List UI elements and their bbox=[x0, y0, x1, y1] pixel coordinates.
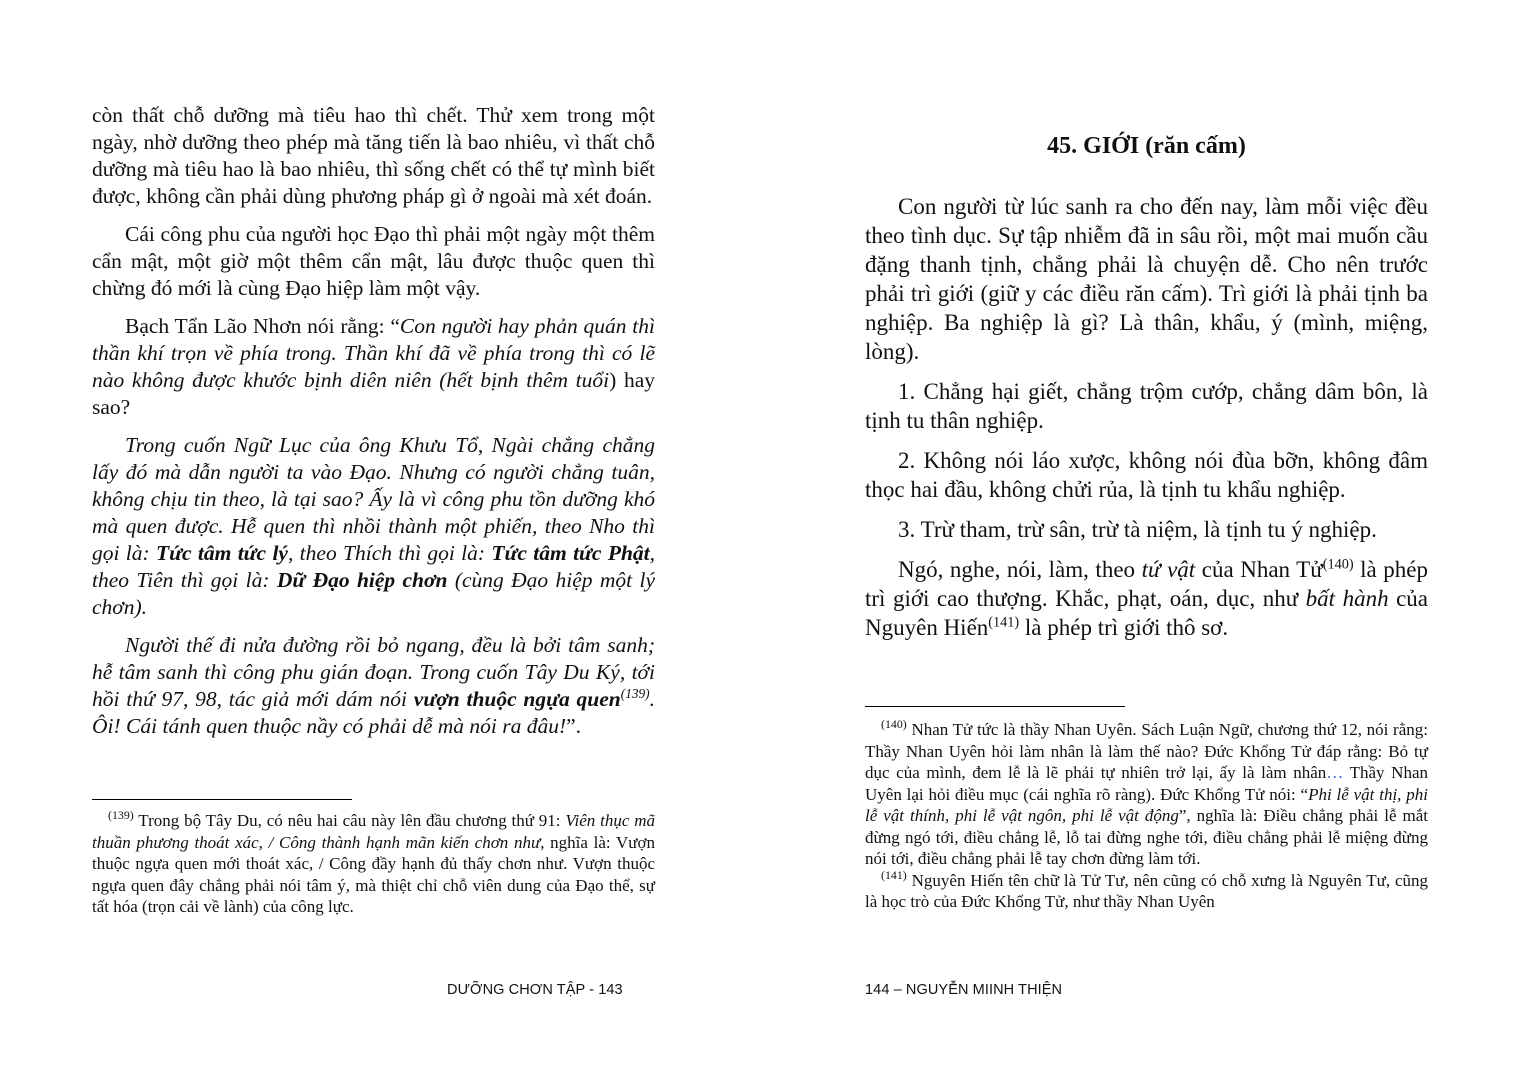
text-run: , theo Tiên thì gọi là: bbox=[92, 541, 656, 592]
text-run: của Nhan Tử bbox=[1195, 557, 1323, 582]
footnote-ref[interactable]: (139) bbox=[620, 686, 650, 702]
text-run: ) hay sao? bbox=[92, 368, 656, 419]
paragraph: Cái công phu của người học Đạo thì phải một ngày một thêm cẩn mật, một giờ một thêm cẩn mật, lâu được thuộc quen thì chừng đó mới là cùng Đạo hiệp làm một vậy. bbox=[92, 222, 655, 300]
paragraph-tri-gioi bbox=[865, 555, 1428, 642]
italic-text: Phi lễ vật thị, phi lễ vật thính, phi lễ vật ngôn, phi lễ vật động bbox=[865, 784, 1428, 825]
page-footer: DƯỠNG CHƠN TẬP - 143 bbox=[447, 982, 623, 998]
footnote-ref[interactable]: (140) bbox=[1322, 556, 1354, 573]
paragraph: còn thất chỗ dưỡng mà tiêu hao thì chết. Thử xem trong một ngày, nhờ dưỡng theo phép mà tăng tiến là bao nhiêu, vì thất chỗ dưỡng mà tiêu hao là bao nhiêu, thì sống chết có thể tự mình biết được, không cần phải dùng phương pháp gì ở ngoài mà xét đoán. bbox=[92, 103, 655, 208]
footnote-139 bbox=[92, 807, 656, 918]
page-footer: 144 – NGUYỄN MIINH THIỆN bbox=[865, 982, 1063, 998]
text-run: Nhan Tử tức là thầy Nhan Uyên. Sách Luận Ngữ, chương thứ 12, nói rằng: Thầy Nhan Uyên hỏi làm nhân là làm thế nào? Đức Khổng Tử đáp rằng: Bỏ tự dục của mình, đem lễ là lẽ phải tự nhiên trở lại, ấy là làm nhân bbox=[865, 720, 1428, 782]
footnote-number: (141) bbox=[881, 867, 907, 882]
text-run: Nguyên Hiến tên chữ là Tử Tư, nên cũng có chỗ xưng là Nguyên Tư, cũng là học trò của Đức Khổng Tử, như thầy Nhan Uyên bbox=[865, 870, 1428, 911]
footnote-separator bbox=[92, 799, 352, 800]
left-footnotes bbox=[92, 807, 656, 918]
bold-term: Tức tâm tức lý bbox=[156, 541, 288, 565]
text-run: Ngó, nghe, nói, làm, theo bbox=[898, 557, 1142, 582]
paragraph: Con người từ lúc sanh ra cho đến nay, làm mỗi việc đều theo tình dục. Sự tập nhiễm đã in sâu rồi, một mai muốn cầu đặng thanh tịnh, chẳng phải là chuyện dễ. Cho nên trước phải trì giới (giữ y các điều răn cấm). Trì giới là phải tịnh ba nghiệp. Ba nghiệp là gì? Là thân, khẩu, ý (mình, miệng, lòng). bbox=[865, 194, 1428, 364]
footnote-number: (140) bbox=[881, 716, 907, 731]
quote-text: Con người hay phản quán thì thần khí trọn về phía trong. Thần khí đã về phía trong thì có lẽ nào không được khước bịnh diên niên (hết bịnh thêm tuổi bbox=[92, 314, 655, 392]
chapter-title: 45. GIỚI (răn cấm) bbox=[1047, 133, 1246, 159]
text-run: Bạch Tẩn Lão Nhơn nói rằng: “ bbox=[125, 314, 400, 338]
text-run: Trong cuốn Ngữ Lục của ông Khưu Tổ, Ngài chẳng chẳng lấy đó mà dẫn người ta vào Đạo. Nhưng có người chẳng tuân, không chịu tin theo, là tại sao? Ấy là vì công phu tồn dưỡng khó mà quen được. Hễ quen thì nhồi thành một phiến, theo Nho thì gọi là: bbox=[92, 433, 655, 565]
footnote-number: (139) bbox=[108, 807, 134, 822]
bold-term: vượn thuộc ngựa quen bbox=[413, 687, 621, 711]
paragraph: 1. Chẳng hại giết, chẳng trộm cướp, chẳng dâm bôn, là tịnh tu thân nghiệp. bbox=[865, 379, 1428, 433]
text-run: là phép trì giới thô sơ. bbox=[1019, 615, 1229, 640]
text-run: là phép trì giới cao thượng. Khắc, phạt, oán, dục, như bbox=[865, 557, 1428, 611]
ellipsis-link[interactable]: … bbox=[1326, 763, 1344, 782]
paragraph-tay-du bbox=[92, 632, 655, 740]
paragraph-khuu-to bbox=[92, 432, 655, 621]
text-run: (cùng Đạo hiệp một lý chơn). bbox=[92, 568, 655, 619]
footnote-ref[interactable]: (141) bbox=[988, 614, 1020, 631]
italic-text: tứ vật bbox=[1141, 557, 1196, 582]
paragraph-bach-tan bbox=[92, 313, 655, 421]
text-run: ”, nghĩa là: Điều chẳng phải lễ mắt đừng ngó tới, điều chẳng lễ, lỗ tai đừng nghe tới, điều chẳng phải lễ miệng đừng nói tới, điều chẳng phải lễ tay chơn đừng làm tới. bbox=[865, 806, 1428, 868]
right-page bbox=[865, 0, 1428, 1076]
paragraph: 2. Không nói láo xược, không nói đùa bỡn, không đâm thọc hai đầu, không chửi rủa, là tịnh tu khẩu nghiệp. bbox=[865, 448, 1428, 502]
paragraph: 3. Trừ tham, trừ sân, trừ tà niệm, là tịnh tu ý nghiệp. bbox=[898, 517, 1377, 542]
text-run: của Nguyên Hiến bbox=[865, 586, 1429, 640]
text-run: Trong bộ Tây Du, có nêu hai câu này lên đầu chương thứ 91: bbox=[133, 811, 566, 830]
text-run: Người thế đi nửa đường rồi bỏ ngang, đều là bởi tâm sanh; hễ tâm sanh thì công phu gián đoạn. Trong cuốn Tây Du Ký, tới hồi thứ 97, 98, tác giả mới dám nói bbox=[92, 633, 655, 711]
footnote-separator bbox=[865, 706, 1125, 707]
text-run: , theo Thích thì gọi là: bbox=[287, 541, 492, 565]
right-footnotes bbox=[865, 716, 1428, 913]
bold-term: Dữ Đạo hiệp chơn bbox=[276, 568, 448, 592]
text-run: , nghĩa là: Vượn thuộc ngựa quen mới thoát xác, / Công đầy hạnh đủ thấy chơn như. Vượn thuộc ngựa quen đây chẳng phải nói tâm ý, mà thiệt chỉ chỗ viên dung của Đạo thể, sự tất hóa (trọn cải về lành) của công lực. bbox=[92, 832, 655, 916]
footnote-141 bbox=[865, 867, 1428, 913]
right-page-body bbox=[865, 192, 1428, 653]
bold-term: Tức tâm tức Phật bbox=[491, 541, 650, 565]
italic-text: bất hành bbox=[1305, 586, 1389, 611]
text-run: ”. bbox=[566, 714, 582, 738]
text-run: . Ôi! Cái tánh quen thuộc nầy có phải dễ mà nói ra đâu! bbox=[92, 687, 655, 738]
footnote-140 bbox=[865, 716, 1428, 870]
left-page-body bbox=[92, 102, 655, 751]
left-page bbox=[92, 0, 655, 1076]
italic-text: Viên thục mã thuần phương thoát xác, / Công thành hạnh mãn kiến chơn như bbox=[92, 811, 656, 852]
text-run: Thầy Nhan Uyên lại hỏi điều mục (cái nghĩa rõ ràng). Đức Khổng Tử nói: “ bbox=[865, 763, 1428, 804]
